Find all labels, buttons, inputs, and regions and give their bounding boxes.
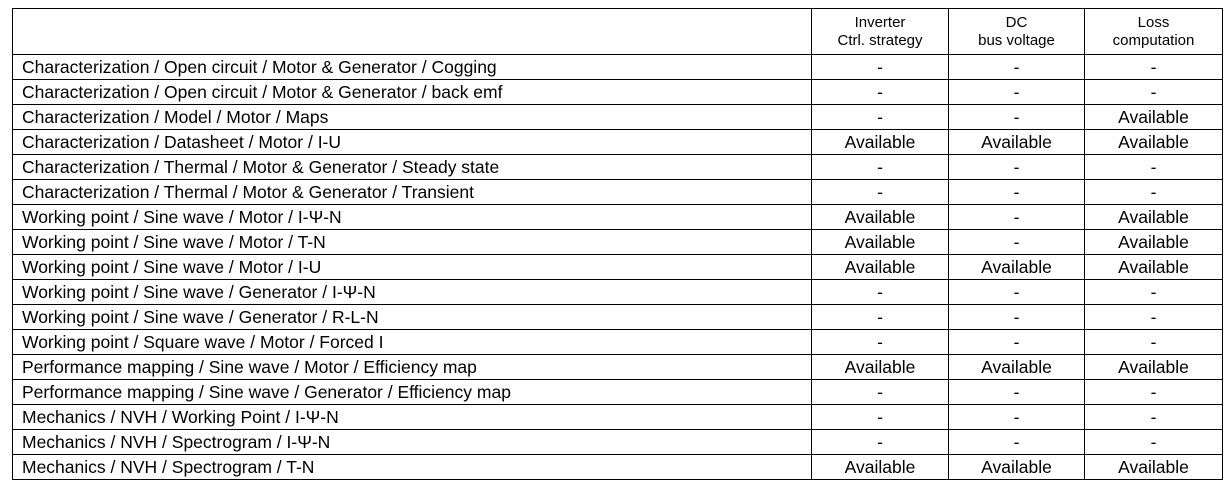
availability-table <box>12 8 1223 480</box>
row-name: Working point / Sine wave / Motor / I-Ψ-N <box>13 205 812 230</box>
header-dc-bus-line-1: DC <box>1005 13 1028 31</box>
cell-inverter: - <box>812 55 949 80</box>
row-name: Working point / Sine wave / Motor / I-U <box>13 255 812 280</box>
cell-loss: Available <box>1085 230 1223 255</box>
header-dc-bus <box>949 9 1085 55</box>
cell-dc-bus: - <box>949 330 1085 355</box>
cell-dc-bus: - <box>949 80 1085 105</box>
cell-loss: Available <box>1085 455 1223 480</box>
cell-dc-bus: - <box>949 230 1085 255</box>
row-name: Characterization / Model / Motor / Maps <box>13 105 812 130</box>
cell-inverter: - <box>812 80 949 105</box>
table-row <box>13 155 1223 180</box>
table-row <box>13 105 1223 130</box>
table-row <box>13 430 1223 455</box>
cell-loss: - <box>1085 280 1223 305</box>
cell-dc-bus: - <box>949 105 1085 130</box>
cell-dc-bus: - <box>949 305 1085 330</box>
header-name <box>13 9 812 55</box>
row-name: Characterization / Thermal / Motor & Generator / Steady state <box>13 155 812 180</box>
row-name: Mechanics / NVH / Spectrogram / T-N <box>13 455 812 480</box>
row-name: Working point / Sine wave / Generator / I-Ψ-N <box>13 280 812 305</box>
table-row <box>13 180 1223 205</box>
cell-inverter: - <box>812 280 949 305</box>
cell-dc-bus: - <box>949 205 1085 230</box>
cell-inverter: - <box>812 405 949 430</box>
cell-inverter: Available <box>812 355 949 380</box>
table-row <box>13 405 1223 430</box>
row-name: Characterization / Open circuit / Motor & Generator / Cogging <box>13 55 812 80</box>
cell-loss: - <box>1085 155 1223 180</box>
cell-inverter: Available <box>812 205 949 230</box>
cell-loss: Available <box>1085 355 1223 380</box>
cell-inverter: - <box>812 180 949 205</box>
cell-loss: Available <box>1085 255 1223 280</box>
header-inverter-line-2: Ctrl. strategy <box>837 31 923 49</box>
cell-inverter: - <box>812 380 949 405</box>
cell-inverter: Available <box>812 230 949 255</box>
row-name: Mechanics / NVH / Working Point / I-Ψ-N <box>13 405 812 430</box>
row-name: Performance mapping / Sine wave / Generator / Efficiency map <box>13 380 812 405</box>
cell-loss: - <box>1085 305 1223 330</box>
cell-inverter: Available <box>812 455 949 480</box>
table-row <box>13 130 1223 155</box>
cell-loss: - <box>1085 405 1223 430</box>
header-loss-line-1: Loss <box>1137 13 1170 31</box>
cell-inverter: - <box>812 105 949 130</box>
cell-inverter: - <box>812 305 949 330</box>
table-row <box>13 80 1223 105</box>
table-row <box>13 330 1223 355</box>
row-name: Characterization / Thermal / Motor & Generator / Transient <box>13 180 812 205</box>
row-name: Mechanics / NVH / Spectrogram / I-Ψ-N <box>13 430 812 455</box>
cell-inverter: Available <box>812 255 949 280</box>
cell-loss: - <box>1085 55 1223 80</box>
cell-loss: Available <box>1085 105 1223 130</box>
table-row <box>13 455 1223 480</box>
cell-inverter: - <box>812 330 949 355</box>
cell-dc-bus: Available <box>949 255 1085 280</box>
cell-dc-bus: Available <box>949 130 1085 155</box>
header-loss <box>1085 9 1223 55</box>
row-name: Working point / Sine wave / Motor / T-N <box>13 230 812 255</box>
cell-dc-bus: - <box>949 55 1085 80</box>
table-row <box>13 55 1223 80</box>
cell-inverter: - <box>812 430 949 455</box>
header-loss-line-2: computation <box>1112 31 1195 49</box>
header-row <box>13 9 1223 55</box>
cell-loss: - <box>1085 380 1223 405</box>
cell-dc-bus: - <box>949 380 1085 405</box>
row-name: Performance mapping / Sine wave / Motor / Efficiency map <box>13 355 812 380</box>
cell-dc-bus: - <box>949 155 1085 180</box>
cell-loss: Available <box>1085 130 1223 155</box>
cell-inverter: Available <box>812 130 949 155</box>
cell-loss: - <box>1085 180 1223 205</box>
cell-dc-bus: - <box>949 180 1085 205</box>
header-inverter <box>812 9 949 55</box>
table-row <box>13 205 1223 230</box>
table-row <box>13 380 1223 405</box>
cell-loss: - <box>1085 80 1223 105</box>
table-row <box>13 355 1223 380</box>
cell-loss: - <box>1085 330 1223 355</box>
cell-dc-bus: - <box>949 405 1085 430</box>
table-row <box>13 230 1223 255</box>
cell-loss: Available <box>1085 205 1223 230</box>
row-name: Characterization / Open circuit / Motor & Generator / back emf <box>13 80 812 105</box>
cell-loss: - <box>1085 430 1223 455</box>
row-name: Working point / Sine wave / Generator / R-L-N <box>13 305 812 330</box>
table-row <box>13 280 1223 305</box>
header-dc-bus-line-2: bus voltage <box>978 31 1055 49</box>
table-row <box>13 255 1223 280</box>
row-name: Working point / Square wave / Motor / Forced I <box>13 330 812 355</box>
table-row <box>13 305 1223 330</box>
row-name: Characterization / Datasheet / Motor / I-U <box>13 130 812 155</box>
cell-dc-bus: Available <box>949 455 1085 480</box>
cell-dc-bus: Available <box>949 355 1085 380</box>
cell-dc-bus: - <box>949 430 1085 455</box>
availability-table-wrapper <box>12 8 1223 480</box>
cell-inverter: - <box>812 155 949 180</box>
header-inverter-line-1: Inverter <box>854 13 906 31</box>
cell-dc-bus: - <box>949 280 1085 305</box>
